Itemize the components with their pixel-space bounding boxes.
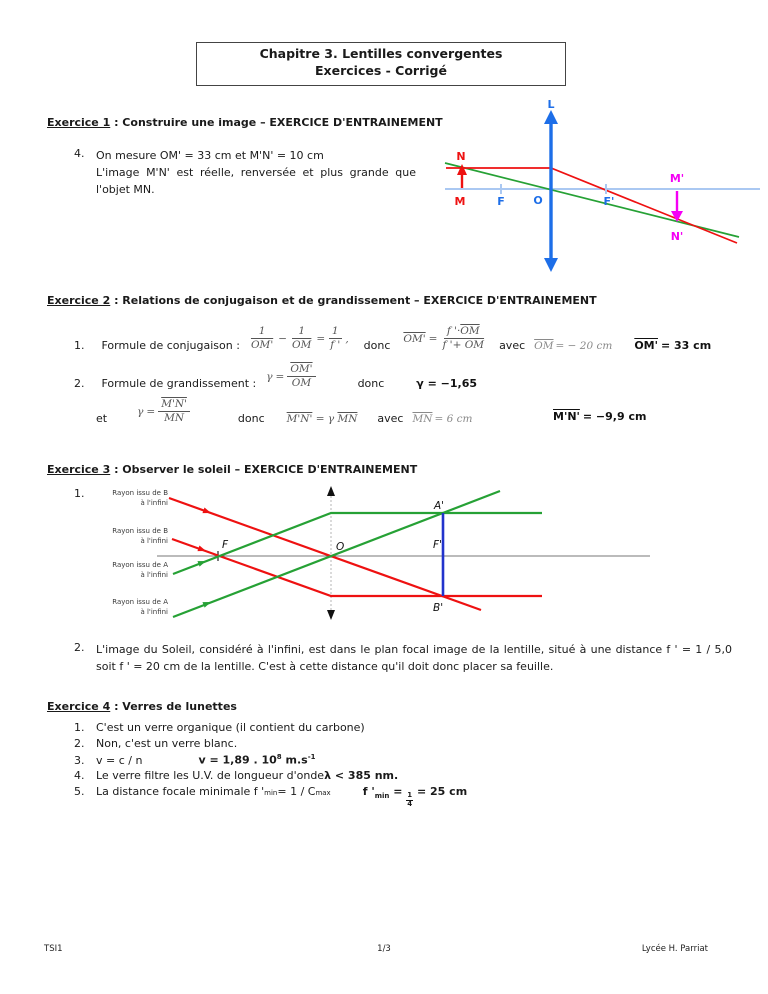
ex2-row1-given: $\overline{OM}$ = − 20 cm	[534, 340, 613, 353]
label-Np: N'	[670, 230, 684, 243]
ex2-row3-result: M'N' = −9,9 cm	[553, 410, 647, 423]
lens-arrow-down-icon	[544, 258, 558, 272]
ex2-row2-label: Formule de grandissement :	[101, 377, 257, 391]
ex1-line2: L'image M'N' est réelle, renversée et plus grande que l'objet MN.	[96, 166, 416, 196]
ex4-item5-result: f '$_{min}$ = $\frac{1}{4}$ = 25 cm	[362, 785, 468, 808]
ex3-heading-label: Exercice 3	[47, 463, 111, 476]
ex2-row3-given: $\overline{MN} = 6$ cm	[412, 413, 473, 426]
ex2-row3-avec: avec	[377, 412, 404, 426]
label-O: O	[336, 541, 345, 553]
footer-page-number: 1/3	[377, 944, 391, 954]
ex2-row1-avec: avec	[499, 339, 526, 353]
label-Fp: F'	[603, 195, 615, 208]
ray-direction-arrow-icon	[202, 507, 212, 515]
footer-school: Lycée H. Parriat	[641, 944, 708, 954]
ex1-item-text	[96, 147, 416, 198]
ex2-row2	[74, 363, 477, 390]
label-Ap: A'	[434, 500, 445, 512]
ex4-item-1: 1. C'est un verre organique (il contient du carbone)	[74, 721, 365, 734]
ex2-row1-label: Formule de conjugaison :	[101, 339, 240, 353]
frac-1-OMp: $\frac{1}{OM'}$	[250, 325, 274, 352]
footer-class: TSI1	[44, 944, 63, 954]
ex2-row2-number: 2.	[74, 377, 85, 391]
ex2-row2-donc: donc	[357, 377, 385, 391]
ex2-row3	[96, 398, 472, 425]
ex4-item4-result: λ < 385 nm.	[324, 769, 399, 782]
ex2-row1-donc: donc	[363, 339, 391, 353]
ex2-row2-result: γ = −1,65	[416, 377, 478, 391]
ex1-heading-text: : Construire une image – EXERCICE D'ENTRAINEMENT	[110, 116, 443, 129]
ex3-item2-text: L'image du Soleil, considéré à l'infini, est dans le plan focal image de la lentille, situé à une distance f ' = 1 / 5,0 soit f ' = 20 cm de la lentille. C'est à cette distance qu'il doit donc placer sa feuille.	[96, 643, 732, 673]
label-O: O	[533, 194, 543, 207]
ex1-line1: On mesure OM' = 33 cm et M'N' = 10 cm	[96, 149, 324, 162]
label-F: F	[497, 195, 505, 208]
ex2-heading-text: : Relations de conjugaison et de grandissement – EXERCICE D'ENTRAINEMENT	[110, 294, 597, 307]
ex2-row3-donc: donc	[237, 412, 265, 426]
frac-MpNp-MN: $\frac{M'N'}{MN}$	[158, 398, 190, 425]
ex4-item-2: 2. Non, c'est un verre blanc.	[74, 737, 238, 750]
ray-label-B2-line1: Rayon issu de B	[112, 527, 168, 535]
ex3-item2-number: 2.	[74, 641, 85, 654]
lens-arrow-down-icon	[327, 610, 335, 620]
label-N: N	[456, 150, 466, 163]
ex4-heading-text: : Verres de lunettes	[110, 700, 237, 713]
frac-OMp-OM: $\frac{OM'}{OM}$	[287, 363, 315, 390]
ray-label-B2-line2: à l'infini	[140, 537, 168, 545]
label-M: M	[454, 195, 466, 208]
label-Mp: M'	[669, 172, 685, 185]
conjugation-formula: $\frac{1}{OM'}$ − $\frac{1}{OM}$ = $\frac{1}{f '}$ ,	[250, 325, 349, 352]
frac-1-fp: $\frac{1}{f '}$	[330, 325, 341, 352]
ray-label-A2-line1: Rayon issu de A	[112, 598, 168, 606]
conjugation-solved-formula: OM' = $\frac{f '\cdot\overline{OM}}{f '+ \overline{OM}}$	[403, 325, 485, 352]
frac-fpOM: $\frac{f '\cdot\overline{OM}}{f '+ \overline{OM}}$	[442, 325, 485, 352]
ray-label-A2-line2: à l'infini	[140, 608, 168, 616]
frac-1-OM: $\frac{1}{OM}$	[292, 325, 312, 352]
ex2-row1-number: 1.	[74, 339, 85, 353]
ex4-item3-result: v = 1,89 . $10^8$ $m.s^{-1}$	[198, 753, 316, 767]
lens-arrow-up-icon	[544, 110, 558, 124]
ex1-item-number: 4.	[74, 147, 85, 160]
ex2-row3-et: et	[96, 412, 108, 426]
ex1-ray-diagram	[435, 98, 768, 278]
ex2-row1	[74, 325, 711, 352]
label-Fp: F'	[433, 539, 442, 551]
title-box	[196, 42, 566, 86]
ex4-list	[74, 721, 468, 808]
label-F: F	[222, 539, 229, 551]
ray-label-B1-line2: à l'infini	[140, 499, 168, 507]
ray-label-A1-line1: Rayon issu de A	[112, 561, 168, 569]
ex3-heading-text: : Observer le soleil – EXERCICE D'ENTRAINEMENT	[110, 463, 418, 476]
ex2-heading	[47, 294, 597, 307]
ex3-heading	[47, 463, 417, 476]
label-Bp: B'	[433, 602, 444, 614]
ex3-item1-number: 1.	[74, 487, 85, 500]
ex2-heading-label: Exercice 2	[47, 294, 111, 307]
ex3-ray-diagram	[95, 480, 705, 630]
parallel-ray-red	[446, 168, 737, 243]
ex2-row1-result: OM' = 33 cm	[634, 339, 712, 353]
chapter-title: Chapitre 3. Lentilles convergentes	[259, 46, 503, 61]
label-L: L	[547, 98, 555, 111]
ex4-item-3: 3. v = c / n v = 1,89 . $10^8$ $m.s^{-1}$	[74, 753, 316, 767]
quarter-fraction: $\frac{1}{4}$	[407, 791, 413, 808]
ex4-heading-label: Exercice 4	[47, 700, 111, 713]
ray-label-A1-line2: à l'infini	[140, 571, 168, 579]
ex4-item-5: 5. La distance focale minimale f ' min = 1 / C max f '$_{min}$ = $\frac{1}{4}$ = 25 cm	[74, 785, 468, 808]
ray-direction-arrow-icon	[197, 545, 207, 553]
ex1-heading-label: Exercice 1	[47, 116, 111, 129]
chapter-subtitle: Exercices - Corrigé	[315, 63, 447, 78]
ex4-heading	[47, 700, 237, 713]
ex4-item-4: 4. Le verre filtre les U.V. de longueur d'onde λ < 385 nm.	[74, 769, 399, 782]
magnification-formula-2: γ = $\frac{M'N'}{MN}$	[137, 398, 190, 425]
ray-label-B1-line1: Rayon issu de B	[112, 489, 168, 497]
ex1-heading	[47, 116, 443, 129]
ex2-row3-relation: M'N' = γ $\overline{MN}$	[286, 413, 358, 426]
magnification-formula: γ = $\frac{OM'}{OM}$	[266, 363, 315, 390]
lens-arrow-up-icon	[327, 486, 335, 496]
